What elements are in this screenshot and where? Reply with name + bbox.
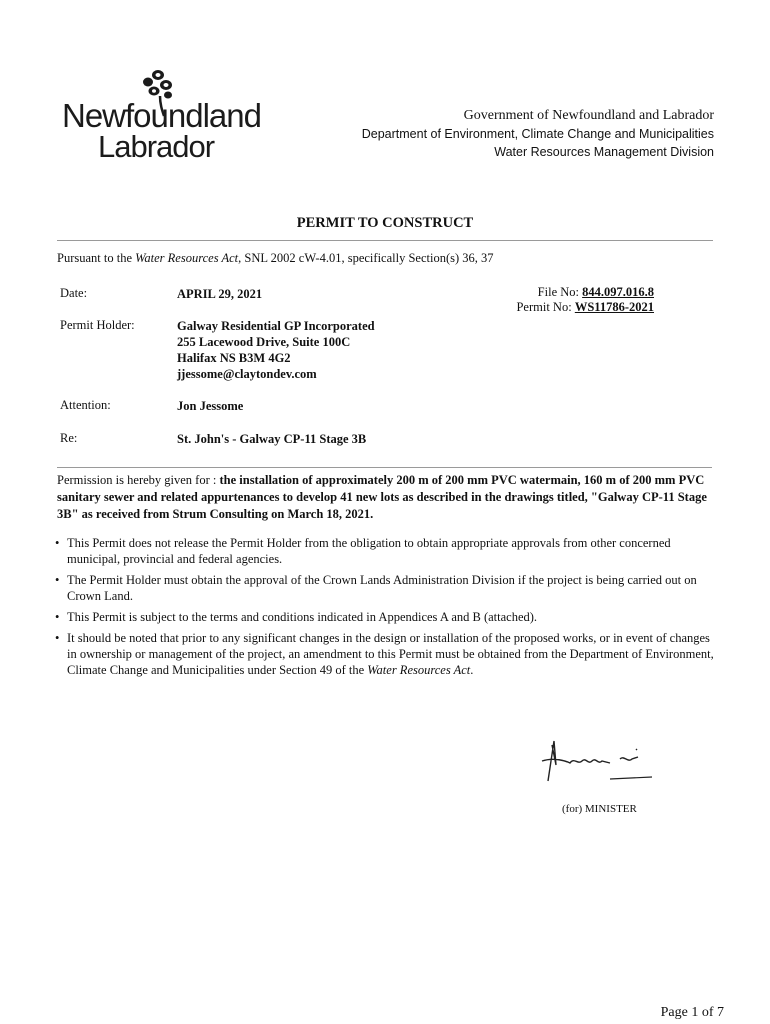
- condition-act: Water Resources Act: [367, 663, 471, 677]
- permit-holder-label: Permit Holder:: [60, 318, 135, 332]
- holder-street: 255 Lacewood Drive, Suite 100C: [177, 335, 351, 349]
- pursuant-statement: [57, 251, 494, 266]
- condition-text: This Permit does not release the Permit Holder from the obligation to obtain appropriate approvals from other concerned municipal, provincial and federal agencies.: [67, 536, 671, 566]
- permit-number: [516, 300, 654, 315]
- pursuant-act: Water Resources Act: [135, 251, 239, 265]
- list-item: • This Permit does not release the Permit Holder from the obligation to obtain appropriate approvals from other concerned municipal, provincial and federal agencies.: [55, 536, 671, 566]
- condition-text: It should be noted that prior to any significant changes in the design or installation of the proposed works, or in event of changes in ownership or management of the project, an amendment to this Permit must be obtained from the Department of Environment, Climate Change and Municipalities under Section 49 of the: [67, 631, 714, 677]
- conditions-list: [55, 535, 715, 683]
- holder-name: Galway Residential GP Incorporated: [177, 319, 375, 333]
- permit-holder-block: [177, 318, 375, 382]
- file-number-value: 844.097.016.8: [582, 285, 654, 299]
- permission-body: the installation of approximately 200 m of 200 mm PVC watermain, 160 m of 200 mm PVC sanitary sewer and related appurtenances to develop 41 new lots as described in the drawings titled, "Galway CP-11 Stage 3B" as received from Strum Consulting on March 18, 2021.: [57, 473, 707, 521]
- date-value: APRIL 29, 2021: [177, 287, 263, 301]
- permit-number-label: Permit No:: [516, 300, 575, 314]
- attention-label: Attention:: [60, 398, 111, 412]
- condition-text: The Permit Holder must obtain the approval of the Crown Lands Administration Division if the project is being carried out on Crown Land.: [67, 573, 697, 603]
- re-value: St. John's - Galway CP-11 Stage 3B: [177, 432, 367, 446]
- list-item: • The Permit Holder must obtain the approval of the Crown Lands Administration Division if the project is being carried out on Crown Land.: [55, 573, 697, 603]
- details-divider: [57, 467, 712, 468]
- minister-signature: [540, 735, 660, 785]
- list-item: • This Permit is subject to the terms and conditions indicated in Appendices A and B (attached).: [55, 610, 538, 624]
- condition-end: .: [470, 663, 474, 677]
- government-name: Government of Newfoundland and Labrador: [463, 108, 714, 123]
- page-number: Page 1 of 7: [660, 1005, 724, 1020]
- attention-value: Jon Jessome: [177, 399, 244, 413]
- logo-line-2: Labrador: [98, 129, 215, 164]
- list-item: • It should be noted that prior to any significant changes in the design or installation of the proposed works, or in event of changes in ownership or management of the project, an amendment to this Permit must be obtained from the Department of Environment, Climate Change and Municipalities under Section 49 of the Water Resources Act.: [55, 631, 714, 677]
- file-number-label: File No:: [537, 285, 583, 299]
- pursuant-suffix: , SNL 2002 cW-4.01, specifically Section(s) 36, 37: [238, 251, 494, 265]
- holder-email: jjessome@claytondev.com: [177, 367, 317, 381]
- condition-text: This Permit is subject to the terms and conditions indicated in Appendices A and B (attached).: [67, 610, 538, 624]
- department-name: Department of Environment, Climate Change and Municipalities: [361, 127, 714, 141]
- permission-prefix: Permission is hereby given for :: [57, 473, 220, 487]
- holder-city: Halifax NS B3M 4G2: [177, 351, 291, 365]
- pursuant-prefix: Pursuant to the: [57, 251, 136, 265]
- permission-statement: [57, 472, 712, 523]
- government-logo: [62, 64, 261, 164]
- page-title: PERMIT TO CONSTRUCT: [296, 215, 474, 231]
- re-label: Re:: [60, 431, 78, 445]
- file-number: [538, 285, 654, 300]
- division-name: Water Resources Management Division: [494, 145, 714, 159]
- permit-number-value: WS11786-2021: [574, 300, 654, 314]
- title-divider: [57, 240, 713, 241]
- logo-line-1: Newfoundland: [62, 97, 261, 134]
- date-label: Date:: [60, 286, 88, 300]
- signature-caption: (for) MINISTER: [562, 803, 637, 815]
